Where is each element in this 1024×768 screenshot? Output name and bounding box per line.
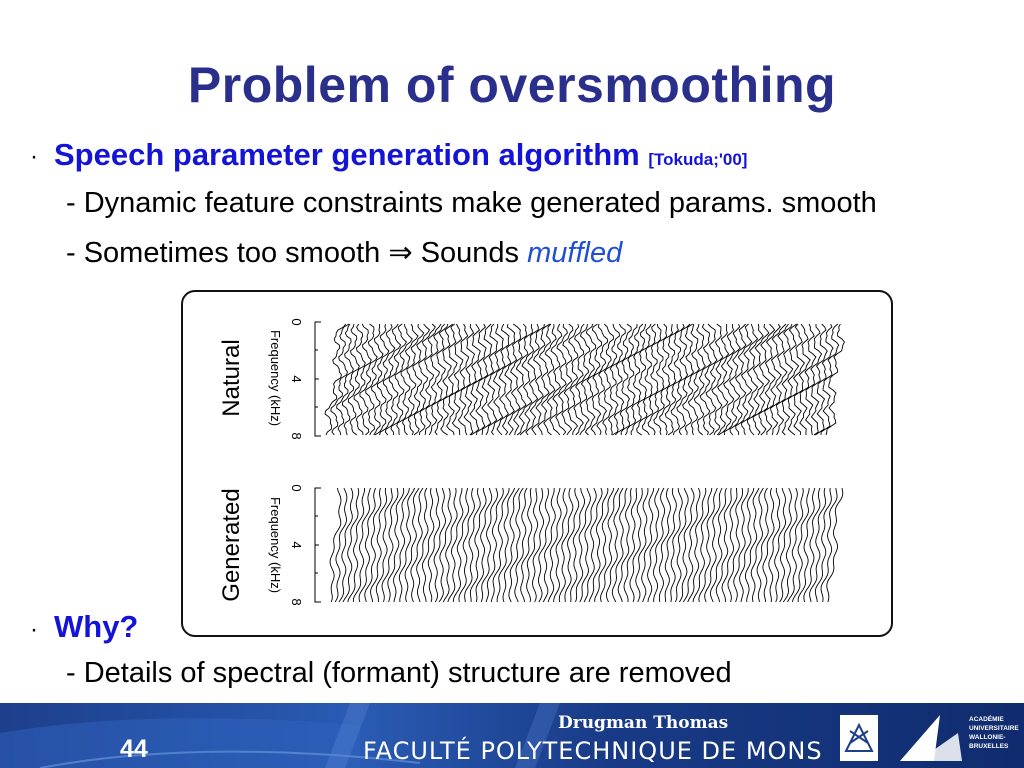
tick-natural-0: 0: [289, 318, 304, 326]
spectrum-trace: [419, 324, 441, 435]
sub-bullet-too-smooth: [66, 235, 622, 270]
spectrum-trace: [538, 324, 556, 435]
spectrum-trace: [736, 324, 758, 435]
ylabel-generated: Frequency (kHz): [268, 496, 283, 594]
spectrum-trace: [775, 488, 786, 602]
page-number: 44: [120, 735, 148, 763]
spectrum-trace: [716, 488, 731, 602]
spectrum-trace: [385, 324, 406, 435]
academie-line: BRUXELLES: [969, 743, 1009, 750]
spectrum-trace: [630, 488, 642, 602]
sub-bullet-text: - Sometimes too smooth ⇒ Sounds: [66, 237, 528, 269]
spectrum-trace: [576, 488, 591, 602]
bullet-dot: ·: [30, 616, 38, 643]
academie-line: ACADÉMIE: [969, 716, 1004, 723]
spectrum-trace: [815, 488, 831, 602]
bullet-main-text: Speech parameter generation algorithm: [54, 137, 640, 172]
generated-spectra: [330, 488, 843, 602]
citation-ref: [Tokuda;'00]: [648, 150, 748, 169]
spectrum-trace: [544, 324, 562, 435]
spectrum-trace: [464, 324, 480, 435]
tick-generated-8: 8: [289, 598, 304, 606]
tick-generated-0: 0: [289, 484, 304, 492]
spectrum-trace: [757, 488, 768, 602]
academie-line: UNIVERSITAIRE: [969, 725, 1019, 732]
spectrum-trace: [339, 488, 353, 602]
spectrum-trace: [777, 324, 793, 435]
slide-title: Problem of oversmoothing: [187, 57, 837, 113]
sub-bullet-constraints: - Dynamic feature constraints make generated params. smooth: [66, 187, 877, 219]
spectrum-trace: [783, 488, 797, 602]
spectrum-trace: [465, 488, 481, 602]
panel-label-generated: Generated: [218, 488, 245, 602]
spectrum-trace: [550, 324, 568, 435]
spectrum-trace: [422, 488, 434, 602]
sub-bullet-details: - Details of spectral (formant) structure are removed: [66, 657, 732, 689]
ylabel-natural: Frequency (kHz): [268, 329, 283, 427]
spectrum-trace: [763, 488, 774, 602]
spectrum-trace: [441, 324, 457, 435]
bullet-speech-param: [54, 137, 747, 173]
emphasis-muffled: muffled: [527, 237, 623, 269]
natural-spectra: [325, 324, 844, 435]
faculty-name: FACULTÉ POLYTECHNIQUE DE MONS: [363, 737, 823, 765]
spectrum-trace: [724, 324, 746, 435]
spectrum-trace: [769, 488, 780, 602]
academie-line: WALLONIE-: [969, 734, 1006, 741]
spectrum-trace: [417, 488, 429, 602]
spectrum-trace: [458, 324, 474, 435]
spectrogram-figure: [181, 290, 893, 637]
spectrum-trace: [728, 488, 743, 602]
spectrum-trace: [428, 488, 440, 602]
spectrum-trace: [659, 488, 670, 602]
spectrum-trace: [366, 324, 383, 435]
spectrum-trace: [476, 488, 492, 602]
spectrum-trace: [520, 324, 544, 435]
spectral-waterfall-plot: [183, 292, 891, 635]
spectrum-trace: [798, 488, 815, 602]
spectrum-trace: [615, 324, 637, 435]
author-name: Drugman Thomas: [558, 713, 729, 733]
bullet-why: Why?: [54, 609, 139, 644]
tick-natural-4: 4: [289, 375, 304, 383]
panel-label-natural: Natural: [218, 339, 245, 417]
spectrum-trace: [429, 324, 448, 435]
spectrum-trace: [382, 488, 398, 602]
spectrum-trace: [782, 324, 798, 435]
spectrum-trace: [414, 324, 435, 435]
spectrum-trace: [434, 488, 446, 602]
spectrum-trace: [371, 488, 387, 602]
bullet-dot: ·: [30, 143, 38, 170]
spectrum-trace: [565, 488, 579, 602]
axis-generated: [315, 488, 321, 602]
axis-natural: [315, 322, 321, 436]
academie-text: [969, 715, 1019, 751]
tick-natural-8: 8: [289, 432, 304, 440]
spectrum-trace: [330, 488, 341, 602]
spectrum-trace: [403, 324, 424, 435]
tick-generated-4: 4: [289, 541, 304, 549]
spectrum-trace: [331, 324, 349, 435]
spectrum-trace: [665, 488, 676, 602]
spectrum-trace: [470, 324, 486, 435]
